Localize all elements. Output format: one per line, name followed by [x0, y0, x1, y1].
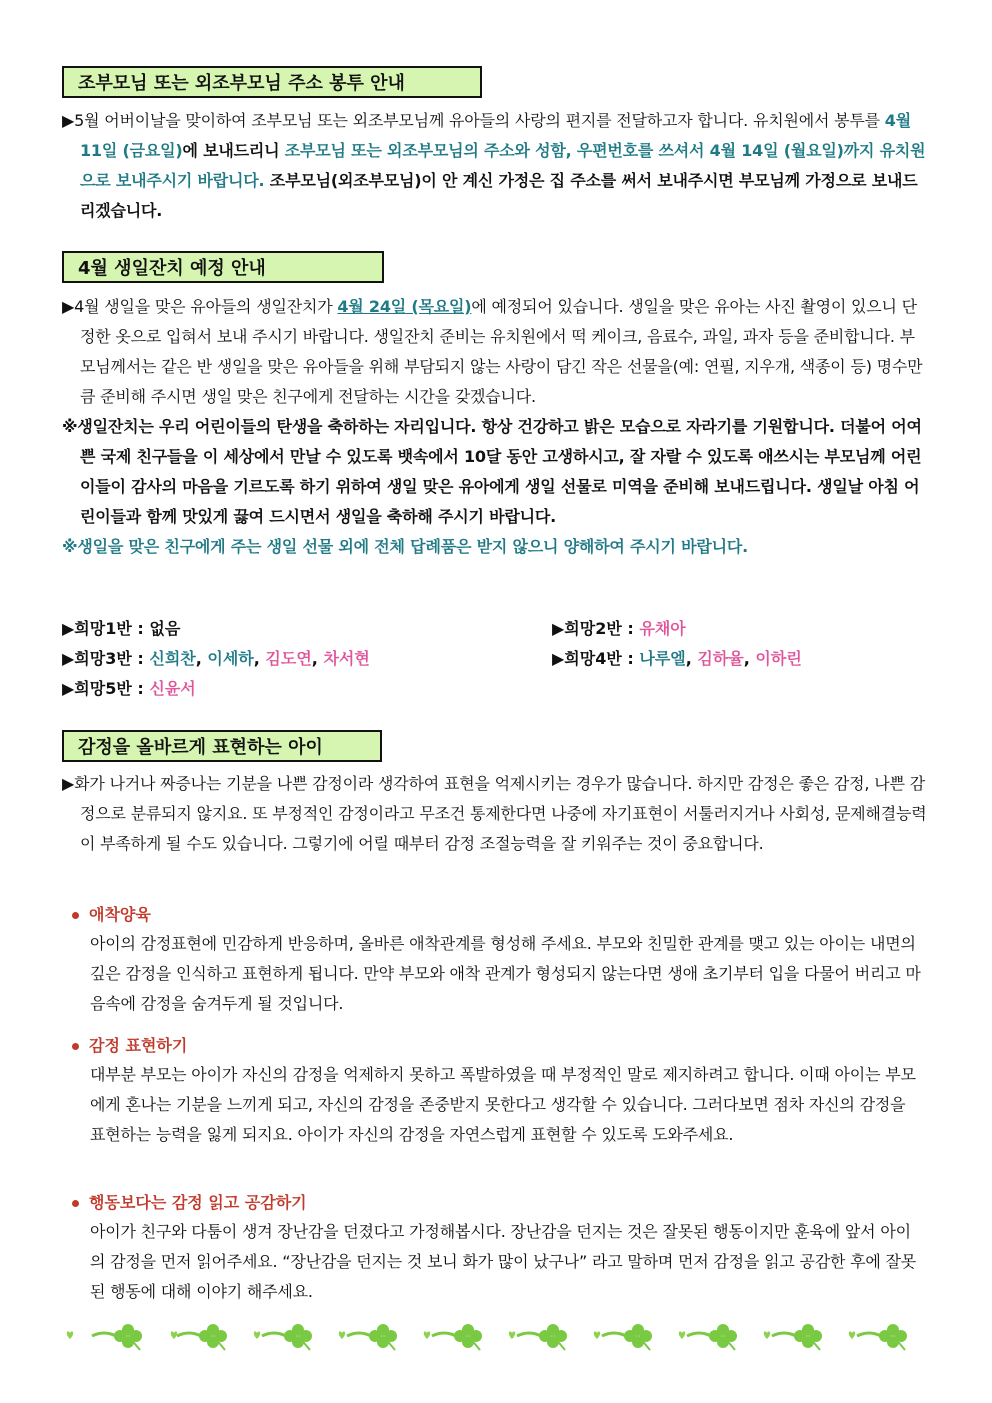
empathy-body: 아이가 친구와 다툼이 생겨 장난감을 던졌다고 가정해봅시다. 장난감을 던지는 것은 잘못된 행동이지만 훈육에 앞서 아이의 감정을 먼저 읽어주세요. “장난감을 던지는 것 보니 화가 많이 났구나” 라고 말하며 먼저 감정을 읽고 공감한 후에 잘못된 행동에 대해 이야기 해주세요.	[90, 1222, 917, 1301]
class-3-row: ▶희망3반 : 신희찬, 이세하, 김도연, 차서현	[62, 649, 370, 668]
section-title-envelope: 조부모님 또는 외조부모님 주소 봉투 안내	[62, 66, 482, 98]
section-title-birthday: 4월 생일잔치 예정 안내	[62, 251, 384, 283]
subheading-expression: 감정 표현하기	[72, 1031, 187, 1061]
section-title-emotion: 감정을 올바르게 표현하는 아이	[62, 730, 382, 762]
subheading-empathy: 행동보다는 감정 읽고 공감하기	[72, 1188, 307, 1218]
class-1-row: ▶희망1반 : 없음	[62, 619, 181, 638]
attachment-body: 아이의 감정표현에 민감하게 반응하며, 올바른 애착관계를 형성해 주세요. 부모와 친밀한 관계를 맺고 있는 아이는 내면의 깊은 감정을 인식하고 표현하게 됩니다. 만약 부모와 애착 관계가 형성되지 않는다면 생애 초기부터 입을 다물어 버리고 마음속에 감정을 숨겨두게 될 것입니다.	[90, 934, 921, 1013]
class-2-row: ▶희망2반 : 유채아	[552, 619, 686, 638]
emotion-intro: ▶화가 나거나 짜증나는 기분을 나쁜 감정이라 생각하여 표현을 억제시키는 경우가 많습니다. 하지만 감정은 좋은 감정, 나쁜 감정으로 분류되지 않지요. 또 부정적인 감정이라고 무조건 통제한다면 나중에 자기표현이 서툴러지거나 사회성, 문제해결능력이 부족하게 될 수도 있습니다. 그렇기에 어릴 때부터 감정 조절능력을 잘 키워주는 것이 중요합니다.	[62, 774, 927, 853]
bullet-icon	[72, 912, 79, 919]
subheading-attachment: 애착양육	[72, 900, 151, 930]
gift-note: ※생일을 맞은 친구에게 주는 생일 선물 외에 전체 답례품은 받지 않으니 양해하여 주시기 바랍니다.	[62, 537, 749, 556]
envelope-notice: ▶5월 어버이날을 맞이하여 조부모님 또는 외조부모님께 유아들의 사랑의 편지를 전달하고자 합니다. 유치원에서 봉투를 4월 11일 (금요일)에 보내드리니 조부모님 또는 외조부모님의 주소와 성함, 우편번호를 쓰셔서 4월 14일 (월요일)까지 유치원으로 보내주시기 바랍니다. 조부모님(외조부모님)이 안 계신 가정은 집 주소를 써서 보내주시면 부모님께 가정으로 보내드리겠습니다.	[62, 111, 926, 220]
birthday-note: ※생일잔치는 우리 어린이들의 탄생을 축하하는 자리입니다. 항상 건강하고 밝은 모습으로 자라기를 기원합니다. 더불어 어여쁜 국제 친구들을 이 세상에서 만날 수 있도록 뱃속에서 10달 동안 고생하시고, 잘 자랄 수 있도록 애쓰시는 부모님께 어린이들이 감사의 마음을 기르도록 하기 위하여 생일 맞은 유아에게 생일 선물로 미역을 준비해 보내드립니다. 생일날 아침 어린이들과 함께 맛있게 끓여 드시면서 생일을 축하해 주시기 바랍니다.	[62, 417, 922, 526]
bullet-icon	[72, 1043, 79, 1050]
bullet-icon	[72, 1200, 79, 1207]
class-4-row: ▶희망4반 : 나루엘, 김하율, 이하린	[552, 649, 802, 668]
clover-border-decoration	[62, 1316, 930, 1356]
birthday-notice: ▶4월 생일을 맞은 유아들의 생일잔치가 4월 24일 (목요일)에 예정되어 있습니다. 생일을 맞은 유아는 사진 촬영이 있으니 단정한 옷으로 입혀서 보내 주시기 바랍니다. 생일잔치 준비는 유치원에서 떡 케이크, 음료수, 과일, 과자 등을 준비합니다. 부모님께서는 같은 반 생일을 맞은 유아들을 위해 부담되지 않는 사랑이 담긴 작은 선물을(예: 연필, 지우개, 색종이 등) 명수만큼 준비해 주시면 생일 맞은 친구에게 전달하는 시간을 갖겠습니다. ※생일잔치는 우리 어린이들의 탄생을 축하하는 자리입니다. 항상 건강하고 밝은 모습으로 자라기를 기원합니다. 더불어 어여쁜 국제 친구들을 이 세상에서 만날 수 있도록 뱃속에서 10달 동안 고생하시고, 잘 자랄 수 있도록 애쓰시는 부모님께 어린이들이 감사의 마음을 기르도록 하기 위하여 생일 맞은 유아에게 생일 선물로 미역을 준비해 보내드립니다. 생일날 아침 어린이들과 함께 맛있게 끓여 드시면서 생일을 축하해 주시기 바랍니다. ※생일을 맞은 친구에게 주는 생일 선물 외에 전체 답례품은 받지 않으니 양해하여 주시기 바랍니다.	[62, 292, 930, 562]
class-5-row: ▶희망5반 : 신윤서	[62, 679, 196, 698]
expression-body: 대부분 부모는 아이가 자신의 감정을 억제하지 못하고 폭발하였을 때 부정적인 말로 제지하려고 합니다. 이때 아이는 부모에게 혼나는 기분을 느끼게 되고, 자신의 감정을 존중받지 못한다고 생각할 수 있습니다. 그러다보면 점차 자신의 감정을 표현하는 능력을 잃게 되지요. 아이가 자신의 감정을 자연스럽게 표현할 수 있도록 도와주세요.	[90, 1065, 916, 1144]
